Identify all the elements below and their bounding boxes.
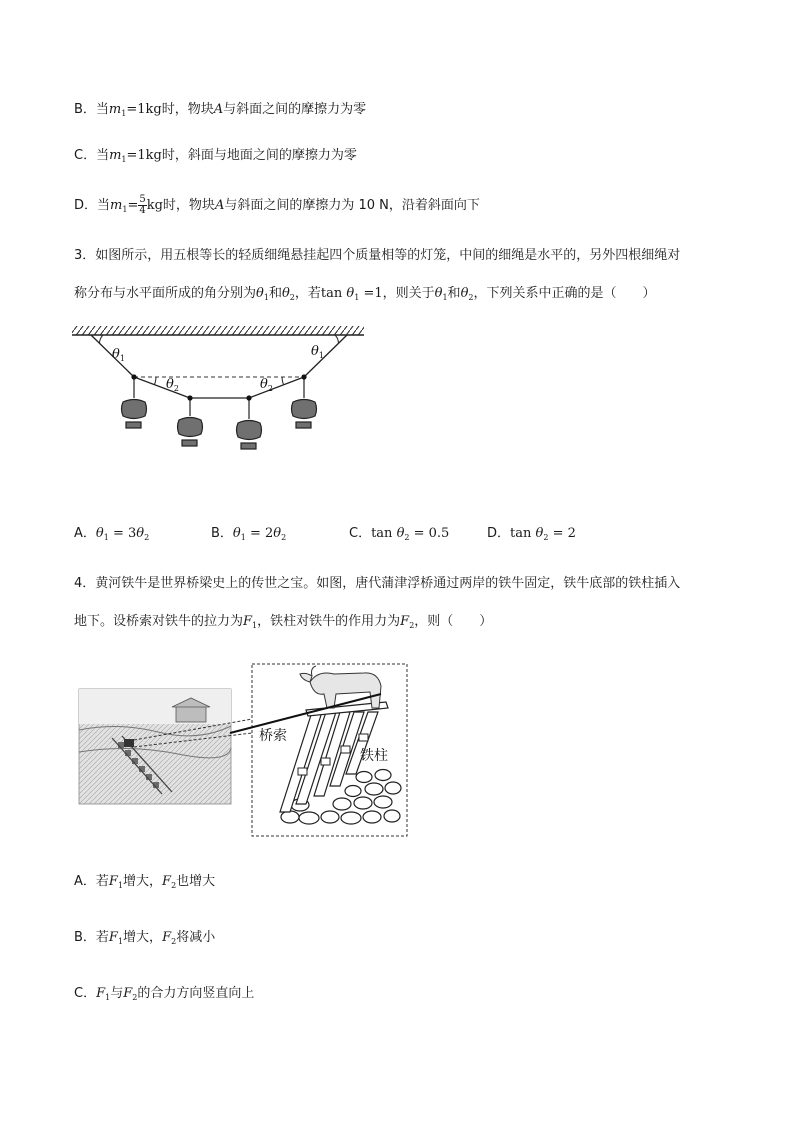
- theta: θ: [232, 526, 241, 541]
- force-f: F: [162, 930, 172, 945]
- option-mid: 与: [110, 986, 124, 1001]
- option-label: C．: [74, 986, 97, 1001]
- ceiling-hatch: [72, 326, 364, 335]
- q4-text-b: ，铁柱对铁牛的作用力为: [257, 614, 401, 629]
- q4-option-b: [74, 928, 215, 952]
- force-f: F: [162, 874, 172, 889]
- relation: = 0.5: [409, 526, 450, 541]
- option-label: B．: [211, 526, 233, 541]
- force-f: F: [400, 614, 410, 629]
- option-label: B．若: [74, 930, 109, 945]
- unit: kg: [146, 198, 163, 213]
- theta: θ: [460, 286, 469, 301]
- option-end: 的合力方向竖直向上: [137, 986, 255, 1001]
- var-m-sub: 1: [122, 205, 128, 214]
- frac-den: 4: [139, 205, 146, 216]
- lanterns: [122, 400, 317, 450]
- force-f: F: [96, 986, 106, 1001]
- eq: =1kg: [126, 102, 162, 117]
- option-b: [74, 100, 366, 124]
- knots: [131, 374, 306, 400]
- label-iron-pillar: 铁柱: [360, 748, 388, 764]
- and: 和: [268, 286, 282, 301]
- sub: 2: [404, 533, 410, 542]
- sub: 2: [409, 621, 415, 630]
- q3-text-c: ，则关于: [382, 286, 435, 301]
- sub: 2: [468, 293, 474, 302]
- eq: =1kg: [126, 148, 162, 163]
- option-b-rest: 与斜面之间的摩擦力为零: [223, 102, 367, 117]
- sub: 2: [171, 937, 177, 946]
- q3-option-c: [349, 524, 449, 548]
- force-f: F: [108, 930, 118, 945]
- option-d: [74, 195, 480, 220]
- theta: θ: [273, 526, 282, 541]
- relation: = 3: [108, 526, 137, 541]
- sub: 1: [442, 293, 448, 302]
- option-b-label: B．当: [74, 102, 109, 117]
- option-d-label: D．当: [74, 198, 111, 213]
- and: 和: [447, 286, 461, 301]
- var-m: m: [109, 148, 122, 163]
- q3-line2: [74, 284, 656, 308]
- sub: 2: [132, 993, 138, 1002]
- label-bridge-cable: 桥索: [259, 728, 287, 744]
- option-c: [74, 146, 357, 170]
- force-f: F: [123, 986, 133, 1001]
- sub: 1: [117, 937, 124, 946]
- q3-option-a: [74, 524, 149, 548]
- tan-value: =1: [359, 286, 383, 301]
- tan: tan: [320, 286, 343, 301]
- svg-text:θ2: $\theta_2$: [260, 377, 273, 393]
- theta: θ: [535, 526, 544, 541]
- option-label: A．: [74, 526, 96, 541]
- frac-num: 5: [139, 194, 146, 205]
- force-f: F: [108, 874, 118, 889]
- sub: 2: [171, 881, 177, 890]
- option-c-text: 时，斜面与地面之间的摩擦力为零: [161, 148, 357, 163]
- var-m: m: [108, 102, 122, 117]
- lantern-diagram: [68, 322, 368, 462]
- option-end: 将减小: [176, 930, 216, 945]
- svg-text:θ1: $\theta_1$: [311, 344, 324, 360]
- q3-option-b: [211, 524, 286, 548]
- svg-text:θ2: $\theta_2$: [166, 377, 179, 393]
- sub: 1: [263, 293, 269, 302]
- q3-text-d: ，下列关系中正确的是（ ）: [473, 286, 656, 301]
- relation: = 2: [245, 526, 274, 541]
- theta: θ: [95, 526, 104, 541]
- option-label: D．: [487, 526, 511, 541]
- sub: 1: [105, 993, 111, 1002]
- eq: =: [127, 198, 139, 213]
- var-m-sub: 1: [121, 109, 127, 118]
- tan: tan: [510, 526, 532, 541]
- sub: 2: [281, 533, 287, 542]
- tan: tan: [371, 526, 393, 541]
- q4-text-a: 地下。设桥索对铁牛的拉力为: [74, 614, 244, 629]
- sub: 2: [144, 533, 150, 542]
- q3-option-d: [487, 524, 576, 548]
- q4-option-c: [74, 984, 254, 1008]
- option-d-text: 时，物块: [162, 198, 215, 213]
- theta: θ: [136, 526, 145, 541]
- option-mid: 增大，: [123, 874, 163, 889]
- q3-line1: 3．如图所示，用五根等长的轻质细绳悬挂起四个质量相等的灯笼，中间的细绳是水平的，另外四根细绳对: [74, 248, 681, 263]
- relation: = 2: [548, 526, 576, 541]
- sub: 2: [289, 293, 295, 302]
- option-d-rest: 与斜面之间的摩擦力为 10 N，沿着斜面向下: [224, 198, 480, 213]
- svg-text:θ1: $\theta_1$: [112, 347, 125, 363]
- sub: 1: [354, 293, 360, 302]
- fraction: [138, 195, 146, 216]
- option-label: A．若: [74, 874, 109, 889]
- q4-option-a: [74, 872, 215, 896]
- var-m-sub: 1: [121, 155, 127, 164]
- object-a: A: [214, 198, 225, 213]
- option-end: 也增大: [176, 874, 216, 889]
- option-c-label: C．当: [74, 148, 110, 163]
- theta: θ: [281, 286, 290, 301]
- theta: θ: [396, 526, 405, 541]
- iron-ox-figure: [78, 660, 410, 840]
- q3-text-b: ，若: [294, 286, 321, 301]
- option-b-text: 时，物块: [161, 102, 214, 117]
- theta: θ: [346, 286, 355, 301]
- ropes: [91, 335, 347, 398]
- option-label: C．: [349, 526, 372, 541]
- q4-line1: 4．黄河铁牛是世界桥梁史上的传世之宝。如图，唐代蒲津浮桥通过两岸的铁牛固定，铁牛底部的铁柱插入: [74, 576, 681, 591]
- var-m: m: [110, 198, 123, 213]
- sub: 1: [240, 533, 246, 542]
- theta: θ: [256, 286, 264, 301]
- sub: 1: [103, 533, 109, 542]
- object-a: A: [213, 102, 224, 117]
- bridge-painting: [79, 689, 231, 804]
- sub: 1: [252, 621, 258, 630]
- q4-text-c: ，则（ ）: [414, 614, 493, 629]
- sub: 2: [543, 533, 549, 542]
- sub: 1: [117, 881, 124, 890]
- theta: θ: [434, 286, 443, 301]
- q3-text-a: 称分布与水平面所成的角分别为: [74, 286, 257, 301]
- angle-labels: [112, 344, 324, 393]
- q4-line2: [74, 612, 492, 636]
- force-f: F: [243, 614, 253, 629]
- option-mid: 增大，: [123, 930, 163, 945]
